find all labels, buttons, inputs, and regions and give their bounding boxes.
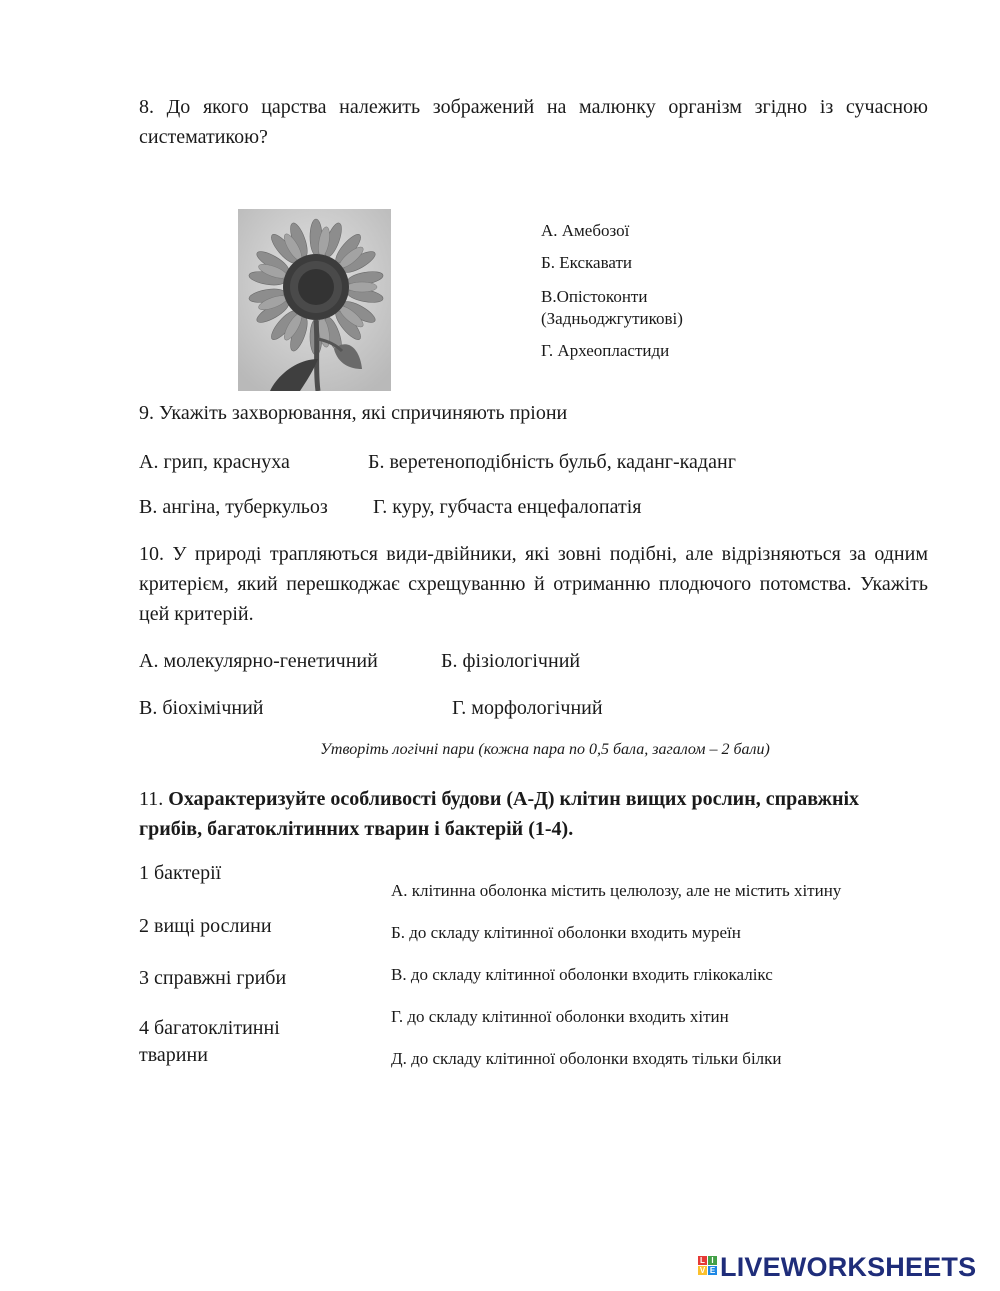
q9-option-d: Г. куру, губчаста енцефалопатія — [373, 496, 642, 518]
instruction-note: Утворіть логічні пари (кожна пара по 0,5 бала, загалом – 2 бали) — [320, 741, 770, 758]
q9-option-a: А. грип, краснуха — [139, 451, 290, 473]
q9-option-c: В. ангіна, туберкульоз — [139, 496, 328, 518]
q11-right-c: В. до складу клітинної оболонки входить глікокалікс — [391, 965, 773, 984]
q9-option-b: Б. веретеноподібність бульб, каданг-каданг — [368, 451, 736, 473]
q8-option-a: А. Амебозої — [541, 221, 630, 240]
q10-text: 10. У природі трапляються види-двійники, які зовні подібні, але відрізняються за одним критерієм, який перешкоджає схрещуванню й отриманню плодючого потомства. Укажіть цей критерій. — [139, 543, 928, 625]
q11-left-4: 4 багатоклітинні тварини — [139, 1017, 280, 1066]
q8-option-c: В.Опістоконти (Задньоджгутикові) — [541, 287, 683, 328]
q8-option-d: Г. Археопластиди — [541, 341, 670, 360]
q9-text: 9. Укажіть захворювання, які спричиняють пріони — [139, 402, 568, 424]
sunflower-icon — [238, 209, 391, 391]
q8-text: 8. До якого царства належить зображений на малюнку організм згідно із сучасною систематикою? — [139, 96, 928, 148]
q8-option-b: Б. Екскавати — [541, 253, 633, 272]
q11-question: Охарактеризуйте особливості будови (А-Д) клітин вищих рослин, справжніх грибів, багатоклітинних тварин і бактерій (1-4). — [139, 788, 860, 840]
liveworksheets-logo-icon — [698, 1256, 718, 1278]
q10-option-d: Г. морфологічний — [452, 697, 603, 719]
q11-number: 11. — [139, 788, 164, 810]
logo-letter-v: V — [699, 1266, 706, 1275]
q11-right-e: Д. до складу клітинної оболонки входять тільки білки — [391, 1049, 782, 1068]
q11-left-1: 1 бактерії — [139, 862, 222, 884]
q10-option-a: А. молекулярно-генетичний — [139, 650, 378, 672]
logo-letter-e: E — [709, 1266, 716, 1275]
q11-right-d: Г. до складу клітинної оболонки входить хітин — [391, 1007, 729, 1026]
q11-text — [139, 784, 899, 844]
q10-option-c: В. біохімічний — [139, 697, 264, 719]
logo-letter-l: L — [698, 1256, 707, 1265]
q11-right-b: Б. до складу клітинної оболонки входить муреїн — [391, 923, 741, 942]
q11-left-2: 2 вищі рослини — [139, 915, 272, 937]
sunflower-photo — [238, 209, 391, 391]
q11-right-a: А. клітинна оболонка містить целюлозу, але не містить хітину — [391, 881, 842, 900]
q11-left-3: 3 справжні гриби — [139, 967, 287, 989]
liveworksheets-brand[interactable]: LIVEWORKSHEETS — [720, 1252, 977, 1282]
logo-letter-i: I — [708, 1256, 717, 1265]
q10-option-b: Б. фізіологічний — [441, 650, 581, 672]
